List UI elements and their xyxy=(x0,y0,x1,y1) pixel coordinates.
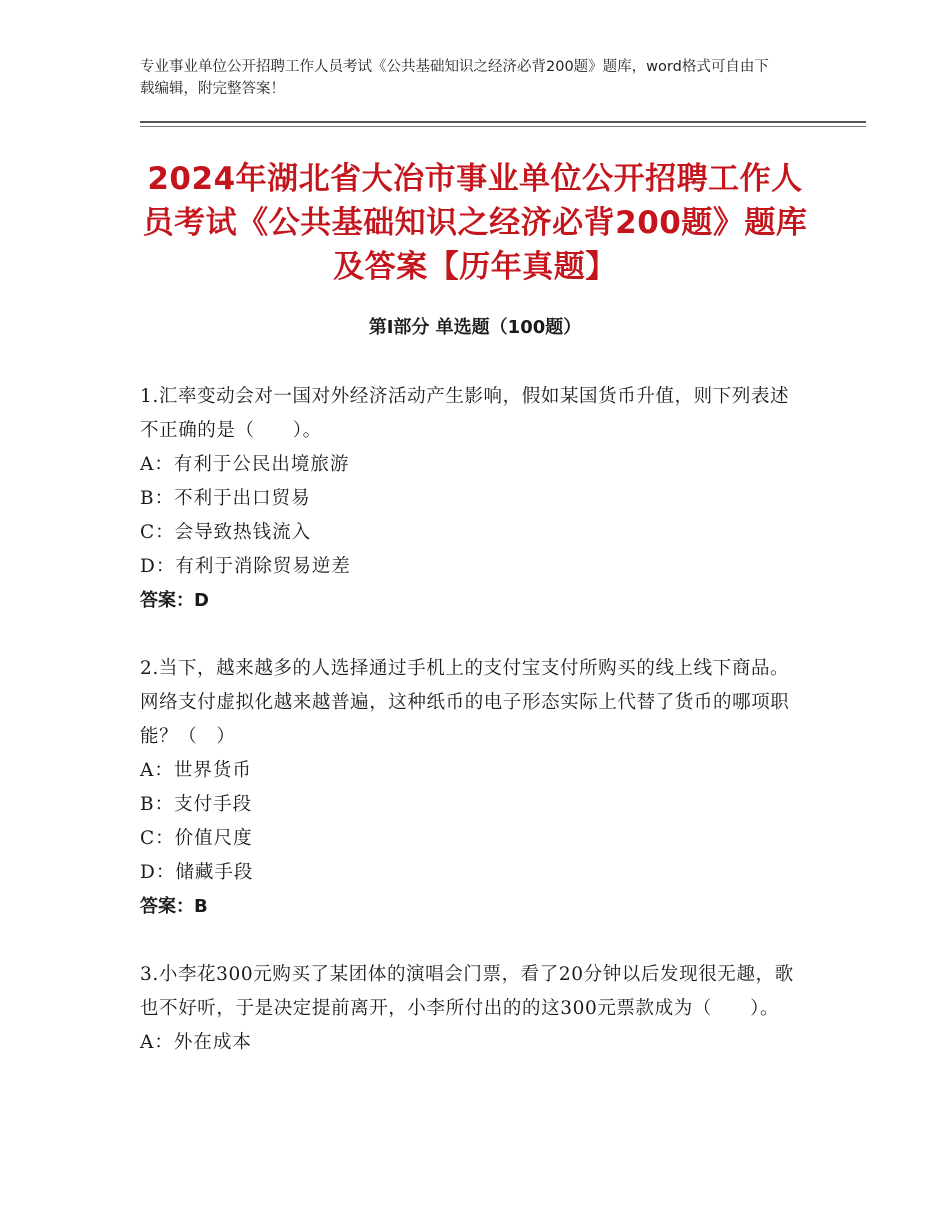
question-3 xyxy=(140,958,800,1060)
question-stem: 1.汇率变动会对一国对外经济活动产生影响，假如某国货币升值，则下列表述不正确的是（ ）。 xyxy=(140,386,790,441)
option-a: A：外在成本 xyxy=(140,1032,252,1053)
header-note: 专业事业单位公开招聘工作人员考试《公共基础知识之经济必背200题》题库，word格式可自由下载编辑，附完整答案！ xyxy=(140,59,769,97)
option-c: C：会导致热钱流入 xyxy=(140,522,312,543)
option-a: A：有利于公民出境旅游 xyxy=(140,454,350,475)
option-d: D：有利于消除贸易逆差 xyxy=(140,556,351,577)
option-b: B：不利于出口贸易 xyxy=(140,488,311,509)
question-2 xyxy=(140,652,800,924)
header-divider-thick xyxy=(140,121,866,123)
header-divider-thin xyxy=(140,126,866,127)
section-heading: 第Ⅰ部分 单选题（100题） xyxy=(368,317,582,338)
option-d: D：储藏手段 xyxy=(140,862,254,883)
answer-label: 答案：D xyxy=(140,590,209,611)
question-stem: 3.小李花300元购买了某团体的演唱会门票，看了20分钟以后发现很无趣，歌也不好听，于是决定提前离开，小李所付出的的这300元票款成为（ ）。 xyxy=(140,964,794,1019)
option-c: C：价值尺度 xyxy=(140,828,253,849)
document-title: 2024年湖北省大冶市事业单位公开招聘工作人员考试《公共基础知识之经济必背200题》题库及答案【历年真题】 xyxy=(142,161,808,285)
option-b: B：支付手段 xyxy=(140,794,253,815)
option-a: A：世界货币 xyxy=(140,760,252,781)
question-1 xyxy=(140,380,800,618)
answer-label: 答案：B xyxy=(140,896,208,917)
question-stem: 2.当下，越来越多的人选择通过手机上的支付宝支付所购买的线上线下商品。网络支付虚拟化越来越普遍，这种纸币的电子形态实际上代替了货币的哪项职能？（ ） xyxy=(140,658,790,747)
